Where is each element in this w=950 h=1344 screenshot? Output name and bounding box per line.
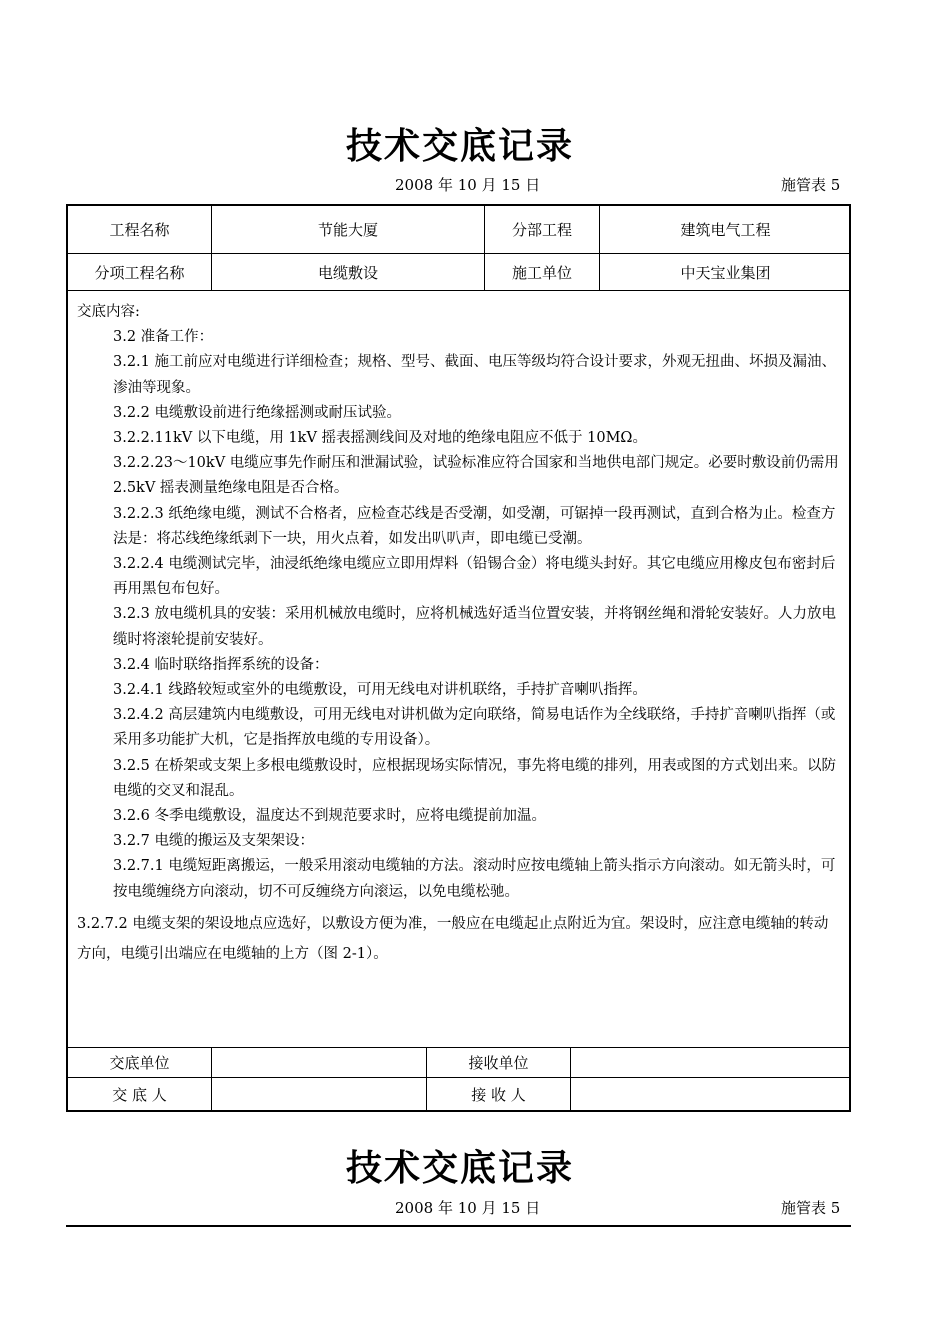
content-paragraph: 3.2.4 临时联络指挥系统的设备： (113, 656, 329, 673)
receiver-label: 接 收 人 (471, 1085, 526, 1104)
content-paragraph: 3.2.1 施工前应对电缆进行详细检查；规格、型号、截面、电压等级均符合设计要求，外观无扭曲、坏损及漏油、渗油等现象。 (113, 354, 836, 396)
form-number: 施管表 5 (781, 176, 841, 194)
record-table (66, 204, 851, 1112)
briefer-field[interactable] (212, 1078, 426, 1110)
content-paragraph: 3.2.2.4 电缆测试完毕，油浸纸绝缘电缆应立即用焊料（铅锡合金）将电缆头封好。其它电缆应用橡皮包布密封后再用黑包布包好。 (113, 556, 836, 598)
content-paragraph: 3.2.6 冬季电缆敷设，温度达不到规范要求时，应将电缆提前加温。 (113, 808, 547, 825)
briefing-unit-label: 交底单位 (109, 1054, 170, 1072)
subitem-name-value: 电缆敷设 (317, 263, 378, 282)
content-paragraph: 3.2.5 在桥架或支架上多根电缆敷设时，应根据现场实际情况，事先将电缆的排列，用表或图的方式划出来。以防电缆的交叉和混乱。 (113, 757, 836, 799)
subitem-name-label: 分项工程名称 (94, 263, 185, 282)
division-label: 分部工程 (511, 221, 572, 239)
briefer-label: 交 底 人 (112, 1085, 167, 1104)
project-name-value: 节能大厦 (317, 221, 378, 239)
receiving-unit-label: 接收单位 (468, 1054, 529, 1072)
content-paragraph: 3.2.2.23～10kV 电缆应事先作耐压和泄漏试验，试验标准应符合国家和当地供电部门规定。必要时敷设前仍需用 2.5kV 摇表测量绝缘电阻是否合格。 (113, 455, 839, 497)
division-value: 建筑电气工程 (680, 221, 771, 239)
page2-table-top-border (66, 1225, 851, 1227)
page2-form-number: 施管表 5 (781, 1199, 841, 1217)
receiver-field[interactable] (571, 1078, 851, 1110)
page-title: 技术交底记录 (345, 126, 574, 167)
content-paragraph: 3.2.4.1 线路较短或室外的电缆敷设，可用无线电对讲机联络，手持扩音喇叭指挥。 (113, 682, 647, 699)
content-paragraph: 3.2 准备工作： (113, 329, 214, 346)
project-name-label: 工程名称 (109, 221, 170, 239)
content-paragraph: 3.2.2.3 纸绝缘电缆，测试不合格者，应检查芯线是否受潮，如受潮，可锯掉一段再测试，直到合格为止。检查方法是：将芯线绝缘纸剥下一块，用火点着，如发出叭叭声，即电缆已受潮。 (113, 505, 836, 547)
content-paragraph: 3.2.7 电缆的搬运及支架架设： (113, 833, 315, 850)
page2-title: 技术交底记录 (345, 1148, 574, 1189)
content-paragraph: 3.2.7.1 电缆短距离搬运，一般采用滚动电缆轴的方法。滚动时应按电缆轴上箭头指示方向滚动。如无箭头时，可按电缆缠绕方向滚动，切不可反缠绕方向滚运，以免电缆松驰。 (113, 858, 836, 900)
contractor-label: 施工单位 (511, 263, 572, 282)
contractor-value: 中天宝业集团 (680, 263, 771, 282)
record-date: 2008 年 10 月 15 日 (395, 176, 541, 194)
content-heading: 交底内容: (77, 304, 140, 320)
content-paragraph: 3.2.2.11kV 以下电缆，用 1kV 摇表摇测线间及对地的绝缘电阻应不低于 10MΩ。 (113, 430, 647, 447)
briefing-content (77, 300, 841, 969)
content-paragraph: 3.2.2 电缆敷设前进行绝缘摇测或耐压试验。 (113, 404, 402, 421)
briefing-unit-field[interactable] (212, 1048, 426, 1077)
content-paragraph: 3.2.3 放电缆机具的安装：采用机械放电缆时，应将机械选好适当位置安装，并将钢丝绳和滑轮安装好。人力放电缆时将滚轮提前安装好。 (113, 606, 836, 648)
receiving-unit-field[interactable] (571, 1048, 851, 1077)
content-paragraph: 3.2.4.2 高层建筑内电缆敷设，可用无线电对讲机做为定向联络，简易电话作为全线联络，手持扩音喇叭指挥（或采用多功能扩大机，它是指挥放电缆的专用设备）。 (113, 707, 836, 749)
content-paragraph-tail: 3.2.7.2 电缆支架的架设地点应选好，以敷设方便为准，一般应在电缆起止点附近为宜。架设时，应注意电缆轴的转动方向，电缆引出端应在电缆轴的上方（图 2-1）。 (77, 915, 829, 962)
page2-record-date: 2008 年 10 月 15 日 (395, 1199, 541, 1217)
